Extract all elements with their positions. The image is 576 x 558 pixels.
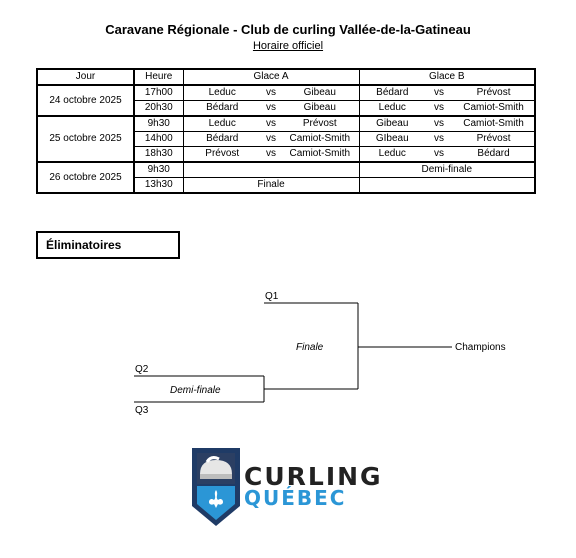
- team-b2: Bédard: [453, 147, 535, 163]
- team-a1: Bédard: [183, 101, 261, 117]
- semifinal-cell: Demi-finale: [359, 162, 535, 178]
- header-sheet-b: Glace B: [359, 69, 535, 85]
- game-time: 9h30: [134, 162, 183, 178]
- vs-label: vs: [425, 147, 453, 163]
- game-time: 14h00: [134, 132, 183, 147]
- curling-quebec-logo-icon: [190, 446, 242, 528]
- logo-text-curling: CURLING: [244, 462, 383, 491]
- vs-label: vs: [425, 85, 453, 101]
- team-a1: Prévost: [183, 147, 261, 163]
- logo-text-quebec: QUÉBEC: [244, 486, 347, 510]
- header-day: Jour: [37, 69, 134, 85]
- game-time: 9h30: [134, 116, 183, 132]
- team-a1: Leduc: [183, 85, 261, 101]
- header-sheet-a: Glace A: [183, 69, 359, 85]
- team-a2: Gibeau: [281, 85, 359, 101]
- vs-label: vs: [425, 132, 453, 147]
- day-date: 26 octobre 2025: [37, 162, 134, 193]
- game-time: 20h30: [134, 101, 183, 117]
- game-time: 18h30: [134, 147, 183, 163]
- header-time: Heure: [134, 69, 183, 85]
- team-b2: Prévost: [453, 85, 535, 101]
- team-a2: Camiot-Smith: [281, 132, 359, 147]
- day-date: 25 octobre 2025: [37, 116, 134, 162]
- vs-label: vs: [261, 101, 281, 117]
- vs-label: vs: [425, 116, 453, 132]
- semifinal-label: Demi-finale: [170, 385, 221, 396]
- team-b2: Camiot-Smith: [453, 101, 535, 117]
- team-b2: Camiot-Smith: [453, 116, 535, 132]
- game-time: 13h30: [134, 178, 183, 194]
- page-subtitle: Horaire officiel: [252, 40, 324, 52]
- page-title: Caravane Régionale - Club de curling Vallée-de-la-Gatineau: [105, 22, 471, 37]
- team-a1: Leduc: [183, 116, 261, 132]
- day-date: 24 octobre 2025: [37, 85, 134, 116]
- team-b1: Bédard: [359, 85, 425, 101]
- seed-q2: Q2: [135, 364, 149, 375]
- team-a1: Bédard: [183, 132, 261, 147]
- game-time: 17h00: [134, 85, 183, 101]
- final-cell: Finale: [183, 178, 359, 194]
- team-b1: Leduc: [359, 101, 425, 117]
- vs-label: vs: [261, 147, 281, 163]
- team-b1: Gibeau: [359, 116, 425, 132]
- team-b1: GIbeau: [359, 132, 425, 147]
- team-a2: Prévost: [281, 116, 359, 132]
- team-b1: Leduc: [359, 147, 425, 163]
- vs-label: vs: [261, 132, 281, 147]
- playoffs-title: Éliminatoires: [36, 231, 180, 259]
- vs-label: vs: [425, 101, 453, 117]
- vs-label: vs: [261, 85, 281, 101]
- team-b2: Prévost: [453, 132, 535, 147]
- team-a2: Camiot-Smith: [281, 147, 359, 163]
- seed-q3: Q3: [135, 405, 149, 416]
- champions-label: Champions: [455, 342, 506, 353]
- final-label: Finale: [296, 342, 324, 353]
- seed-q1: Q1: [265, 291, 279, 302]
- vs-label: vs: [261, 116, 281, 132]
- team-a2: Gibeau: [281, 101, 359, 117]
